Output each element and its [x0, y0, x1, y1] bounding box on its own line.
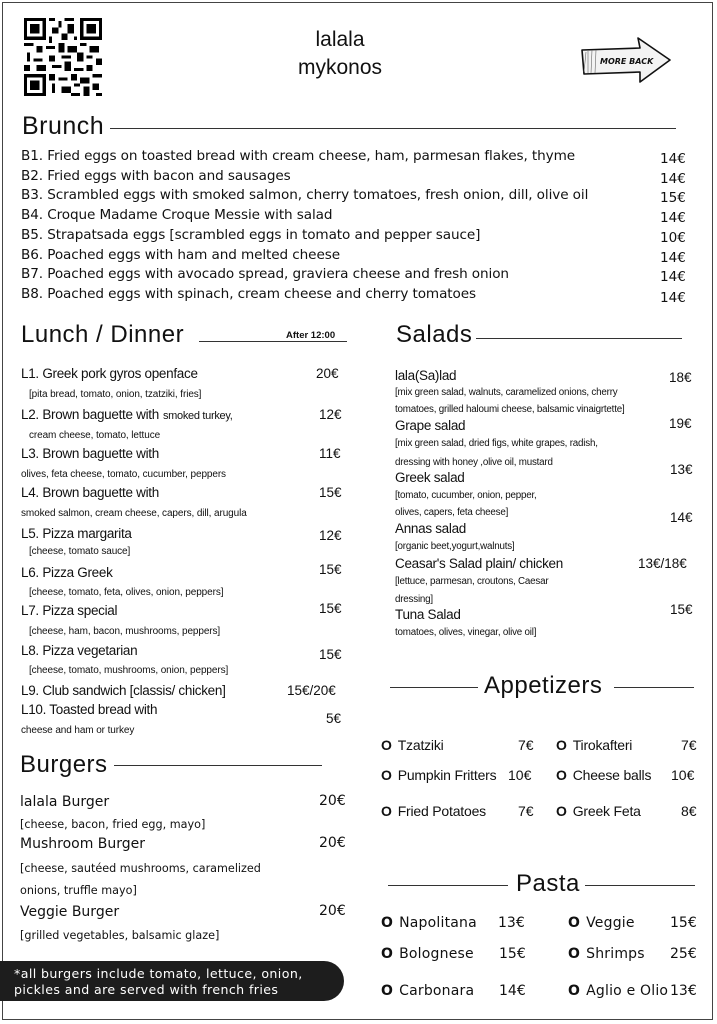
brunch-item-name: B1. Fried eggs on toasted bread with cream cheese, ham, parmesan flakes, thyme	[21, 148, 576, 164]
brunch-item-price: 14€	[660, 269, 686, 285]
appetizers-item-price: 8€	[681, 803, 697, 819]
lunch-item-title: L5. Pizza margarita	[21, 526, 132, 541]
bullet-icon: O	[556, 767, 567, 783]
appetizers-item	[556, 767, 651, 783]
pasta-item	[381, 983, 474, 999]
brunch-title: Brunch	[22, 112, 105, 140]
salad-item-desc: [organic beet,yogurt,walnuts]	[395, 541, 515, 552]
lunch-item-price: 15€	[319, 601, 342, 616]
appetizers-item-name: Tzatziki	[397, 737, 444, 753]
bullet-icon: O	[381, 767, 392, 783]
appetizers-item-price: 7€	[518, 803, 534, 819]
appetizers-item	[381, 803, 486, 819]
brunch-item-price: 10€	[660, 230, 686, 246]
bullet-icon: O	[381, 803, 392, 819]
pasta-item-price: 25€	[670, 946, 697, 962]
lunch-item-price: 15€	[319, 647, 342, 662]
burger-item-desc: [cheese, bacon, fried egg, mayo]	[20, 818, 206, 831]
pasta-item-name: Shrimps	[586, 946, 645, 962]
lunch-item-title-extra: smoked turkey,	[162, 410, 233, 422]
bullet-icon: O	[381, 946, 394, 962]
burgers-footnote	[0, 961, 344, 1001]
appetizers-item	[381, 737, 444, 753]
pasta-rule-left	[388, 885, 508, 886]
arrow-right-icon[interactable]	[578, 36, 674, 86]
appetizers-item-price: 7€	[681, 737, 697, 753]
footnote-line-1: *all burgers include tomato, lettuce, onion,	[14, 966, 303, 981]
brunch-item-name: B2. Fried eggs with bacon and sausages	[21, 168, 291, 184]
appetizers-rule-right	[614, 687, 694, 688]
salad-item-desc: dressing]	[395, 594, 433, 605]
brunch-item-price: 14€	[660, 250, 686, 266]
lunch-item-name	[21, 485, 159, 500]
appetizers-item-price: 7€	[518, 737, 534, 753]
more-back-label: MORE BACK	[600, 57, 654, 66]
lunch-item-title: L6. Pizza Greek	[21, 565, 113, 580]
footnote-line-2: pickles and are served with french fries	[14, 982, 279, 997]
salad-item-desc: [mix green salad, walnuts, caramelized onions, cherry	[395, 387, 618, 398]
lunch-item-name	[21, 643, 137, 658]
pasta-item-price: 13€	[498, 915, 525, 931]
brunch-item-name: B3. Scrambled eggs with smoked salmon, cherry tomatoes, fresh onion, dill, olive oil	[21, 187, 589, 203]
bullet-icon: O	[568, 915, 581, 931]
pasta-item-price: 14€	[499, 983, 526, 999]
lunch-item-price: 20€	[316, 366, 339, 381]
appetizers-item-name: Cheese balls	[572, 767, 652, 783]
appetizers-item	[556, 803, 641, 819]
appetizers-item-name: Tirokafteri	[572, 737, 633, 753]
lunch-item-price: 15€	[319, 485, 342, 500]
brunch-item-price: 14€	[660, 210, 686, 226]
pasta-item-price: 15€	[499, 946, 526, 962]
appetizers-item	[556, 737, 632, 753]
lunch-item-name	[21, 565, 113, 580]
bullet-icon: O	[556, 737, 567, 753]
brunch-item-name: B6. Poached eggs with ham and melted cheese	[21, 247, 340, 263]
appetizers-title: Appetizers	[484, 672, 603, 699]
lunch-item-name	[21, 366, 198, 381]
lunch-item-title: L9. Club sandwich [classis/ chicken]	[21, 683, 226, 698]
lunch-item-title: L8. Pizza vegetarian	[21, 643, 138, 658]
burger-item-price: 20€	[319, 835, 346, 851]
pasta-item	[381, 946, 474, 962]
burger-item-name: Mushroom Burger	[20, 836, 146, 852]
lunch-item-desc: cream cheese, tomato, lettuce	[29, 430, 161, 441]
title-line-1: lalala	[315, 28, 365, 51]
pasta-item-name: Bolognese	[399, 946, 474, 962]
lunch-item-price: 11€	[319, 446, 341, 461]
brunch-item-price: 14€	[660, 151, 686, 167]
bullet-icon: O	[568, 983, 581, 999]
salad-item-price: 15€	[670, 602, 693, 617]
salad-item-price: 18€	[669, 370, 692, 385]
lunch-title: Lunch / Dinner	[21, 321, 185, 348]
salad-item-price: 13€	[670, 462, 693, 477]
lunch-item-desc: [cheese, tomato, mushrooms, onion, peppers]	[29, 665, 229, 676]
pasta-rule-right	[585, 885, 695, 886]
lunch-item-price: 5€	[326, 711, 342, 726]
salad-item-price: 14€	[670, 510, 693, 525]
burger-item-name: lalala Burger	[20, 794, 110, 810]
brunch-item-price: 15€	[660, 190, 686, 206]
lunch-item-title: L10. Toasted bread with	[21, 702, 158, 717]
appetizers-item-price: 10€	[671, 767, 695, 783]
lunch-item-desc: [cheese, ham, bacon, mushrooms, peppers]	[29, 626, 221, 637]
brunch-item-price: 14€	[660, 171, 686, 187]
salads-title: Salads	[396, 321, 473, 348]
salad-item-desc: [mix green salad, dried figs, white grapes, radish,	[395, 438, 598, 449]
lunch-rule	[199, 341, 347, 342]
lunch-item-name	[21, 526, 132, 541]
salad-item-price: 19€	[669, 416, 692, 431]
burger-item-price: 20€	[319, 903, 346, 919]
salad-item-desc: tomatoes, grilled haloumi cheese, balsamic vinaigrtette]	[395, 404, 625, 415]
burger-item-desc: [cheese, sautéed mushrooms, caramelized	[20, 862, 261, 875]
burger-item-price: 20€	[319, 793, 346, 809]
pasta-item-name: Veggie	[586, 915, 635, 931]
salad-item-desc: tomatoes, olives, vinegar, olive oil]	[395, 627, 537, 638]
appetizers-item-name: Greek Feta	[572, 803, 641, 819]
lunch-item-price: 15€/20€	[287, 683, 336, 698]
after-12-note: After 12:00	[286, 330, 336, 341]
appetizers-item-name: Fried Potatoes	[397, 803, 486, 819]
lunch-item-desc: smoked salmon, cream cheese, capers, dill, arugula	[21, 508, 247, 519]
salad-item-price: 13€/18€	[638, 556, 687, 571]
qr-code-icon[interactable]	[24, 18, 102, 96]
lunch-item-price: 12€	[319, 407, 342, 422]
lunch-item-name	[21, 683, 226, 698]
lunch-item-title: L4. Brown baguette with	[21, 485, 159, 500]
lunch-item-name	[21, 407, 233, 422]
salad-item-desc: olives, capers, feta cheese]	[395, 507, 509, 518]
pasta-item-price: 15€	[670, 915, 697, 931]
lunch-item-desc: [pita bread, tomato, onion, tzatziki, fries]	[29, 389, 202, 400]
burger-item-desc: [grilled vegetables, balsamic glaze]	[20, 929, 220, 942]
salad-item-desc: dressing with honey ,olive oil, mustard	[395, 457, 553, 468]
brunch-item-name: B7. Poached eggs with avocado spread, graviera cheese and fresh onion	[21, 266, 509, 282]
appetizers-item	[381, 767, 496, 783]
lunch-item-price: 15€	[319, 562, 342, 577]
title-line-2: mykonos	[297, 56, 383, 79]
salad-item-name: lala(Sa)lad	[395, 368, 457, 383]
lunch-item-title: L3. Brown baguette with	[21, 446, 159, 461]
lunch-item-title: L2. Brown baguette with	[21, 407, 159, 422]
pasta-item-name: Carbonara	[399, 983, 475, 999]
lunch-item-desc: [cheese, tomato sauce]	[29, 546, 131, 557]
salad-item-name: Tuna Salad	[395, 607, 461, 622]
brunch-item-name: B8. Poached eggs with spinach, cream cheese and cherry tomatoes	[21, 286, 476, 302]
lunch-item-title: L7. Pizza special	[21, 603, 118, 618]
lunch-item-desc: olives, feta cheese, tomato, cucumber, peppers	[21, 469, 226, 480]
pasta-item-name: Aglio e Olio	[586, 983, 669, 999]
brunch-rule	[110, 128, 676, 129]
pasta-item	[568, 946, 645, 962]
lunch-item-desc: [cheese, tomato, feta, olives, onion, peppers]	[29, 587, 224, 598]
bullet-icon: O	[381, 915, 394, 931]
salad-item-desc: [lettuce, parmesan, croutons, Caesar	[395, 576, 549, 587]
salads-rule	[476, 338, 682, 339]
restaurant-title	[270, 26, 410, 82]
pasta-item-name: Napolitana	[399, 915, 477, 931]
salad-item-desc: [tomato, cucumber, onion, pepper,	[395, 490, 537, 501]
lunch-item-name	[21, 446, 159, 461]
pasta-item	[568, 915, 635, 931]
burger-item-desc: onions, truffle mayo]	[20, 884, 137, 897]
lunch-item-name	[21, 702, 157, 717]
pasta-item	[568, 983, 668, 999]
salad-item-name: Ceasar's Salad plain/ chicken	[395, 556, 563, 571]
burgers-rule	[114, 765, 322, 766]
brunch-item-name: B4. Croque Madame Croque Messie with salad	[21, 207, 333, 223]
salad-item-name: Annas salad	[395, 521, 467, 536]
pasta-title: Pasta	[516, 870, 580, 897]
pasta-item	[381, 915, 477, 931]
bullet-icon: O	[381, 737, 392, 753]
burgers-title: Burgers	[20, 751, 108, 778]
bullet-icon: O	[556, 803, 567, 819]
salad-item-name: Greek salad	[395, 470, 465, 485]
bullet-icon: O	[381, 983, 394, 999]
lunch-item-desc: cheese and ham or turkey	[21, 725, 135, 736]
lunch-item-price: 12€	[319, 528, 342, 543]
appetizers-item-name: Pumpkin Fritters	[397, 767, 497, 783]
salad-item-name: Grape salad	[395, 418, 466, 433]
burger-item-name: Veggie Burger	[20, 904, 120, 920]
brunch-item-name: B5. Strapatsada eggs [scrambled eggs in tomato and pepper sauce]	[21, 227, 481, 243]
brunch-item-price: 14€	[660, 290, 686, 306]
appetizers-item-price: 10€	[508, 767, 532, 783]
lunch-item-name	[21, 603, 117, 618]
bullet-icon: O	[568, 946, 581, 962]
pasta-item-price: 13€	[670, 983, 697, 999]
lunch-item-title: L1. Greek pork gyros openface	[21, 366, 198, 381]
appetizers-rule-left	[390, 687, 478, 688]
